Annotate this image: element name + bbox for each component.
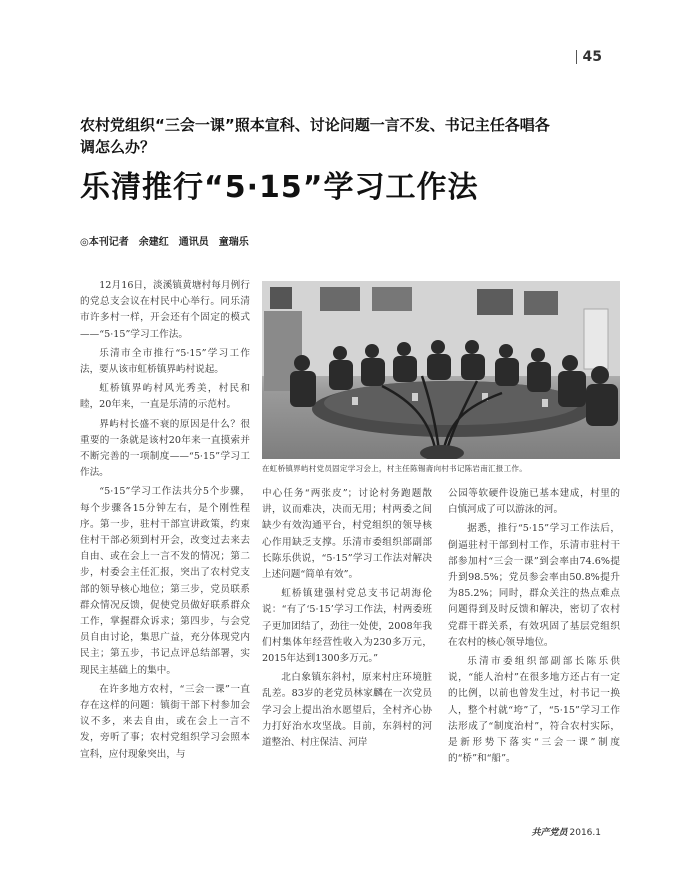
- paragraph: 虹桥镇界屿村风光秀美，村民和睦，20年来，一直是乐清的示范村。: [80, 383, 250, 411]
- paragraph: 据悉，推行“5·15”学习工作法后，倒逼驻村干部到村工作，乐清市驻村干部参加村“三会一课”到会率由74.6%提升到98.5%；党员参会率由50.8%提升为85.2%；同时，群众关注的热点难点问题得到及时反馈和解决，密切了农村党群干群关系，有效巩固了基层党组织在农村的核心领导地位。: [448, 523, 620, 648]
- meeting-photo-illustration: [262, 281, 620, 459]
- byline: ◎本刊记者 余建红 通讯员 童瑞乐: [80, 237, 249, 248]
- paragraph: 虹桥镇建强村党总支书记胡海伦说：“有了‘5·15’学习工作法，村两委班子更加团结了，劲往一处使，2008年我们村集体年经营性收入为230多万元，2015年达到1300多万元。”: [262, 588, 432, 665]
- photo-caption: 在虹桥镇界屿村党员固定学习会上，村主任陈锡斋向村书记陈岩南汇报工作。: [262, 464, 527, 473]
- paragraph: 乐清市全市推行“5·15”学习工作法，要从该市虹桥镇界屿村说起。: [80, 347, 250, 376]
- paragraph: 界屿村长盛不衰的原因是什么？很重要的一条就是该村20年来一直摸索并不断完善的一项制度——“5·15”学习工作法。: [80, 418, 250, 479]
- paragraph: 中心任务“两张皮”；讨论村务跑题散讲，议而难决，决而无用；村两委之间缺少有效沟通平台，村党组织的领导核心作用缺乏支撑。乐清市委组织部副部长陈乐供说，“5·15”学习工作法对解决上述问题“简单有效”。: [262, 488, 432, 581]
- article-title: 乐清推行“5·15”学习工作法: [80, 170, 479, 205]
- article-subtitle: 农村党组织“三会一课”照本宣科、讨论问题一言不发、书记主任各唱各调怎么办？: [80, 116, 550, 156]
- paragraph: 12月16日，淡溪镇黄塘村每月例行的党总支会议在村民中心举行。同乐清市许多村一样，开会还有个固定的模式——“5·15”学习工作法。: [80, 280, 250, 340]
- issue-number: 2016.1: [569, 828, 601, 838]
- page-footer: [531, 825, 601, 838]
- page-number: 45: [576, 50, 602, 64]
- magazine-logo: 共产党员: [531, 828, 568, 838]
- meeting-photo: [262, 281, 620, 459]
- paragraph: “5·15”学习工作法共分5个步骤，每个步骤各15分钟左右，是个刚性程序。第一步，驻村干部宣讲政策，约束住村干部必须到村开会，改变过去来去自由、或在会上一言不发的情况；第二步，村委会主任汇报，突出了农村党支部的领导核心地位；第三步，党员联系群众情况反馈，促使党员做好联系群众工作，掌握群众诉求；第四步，与会党员自由讨论，集思广益，充分体现党内民主；第五步，书记点评总结部署，实现民主基础上的集中。: [80, 486, 250, 676]
- paragraph: 乐清市委组织部副部长陈乐供说，“能人治村”在很多地方还占有一定的比例，以前也曾发生过，村书记一换人，整个村就“垮”了，“5·15”学习工作法形成了“制度治村”，符合农村实际，是新形势下落实“三会一课”制度的“桥”和“船”。: [448, 656, 620, 765]
- body-column-2: [262, 486, 432, 806]
- body-column-3: [448, 486, 620, 806]
- paragraph: 在许多地方农村，“三会一课”一直存在这样的问题：镇街干部下村参加会议不多，来去自由，或在会上一言不发，旁听了事；农村党组织学习会照本宣科，应付现象突出，与: [80, 683, 250, 760]
- paragraph: 北白象镇东斜村，原来村庄环境脏乱差。83岁的老党员林家麟在一次党员学习会上提出治水愿望后，全村齐心协力打好治水攻坚战。目前，东斜村的河道整治、村庄保洁、河岸: [262, 672, 432, 749]
- paragraph: 公园等软硬件设施已基本建成，村里的白慎河成了可以游泳的河。: [448, 488, 620, 516]
- body-column-1: [80, 278, 250, 808]
